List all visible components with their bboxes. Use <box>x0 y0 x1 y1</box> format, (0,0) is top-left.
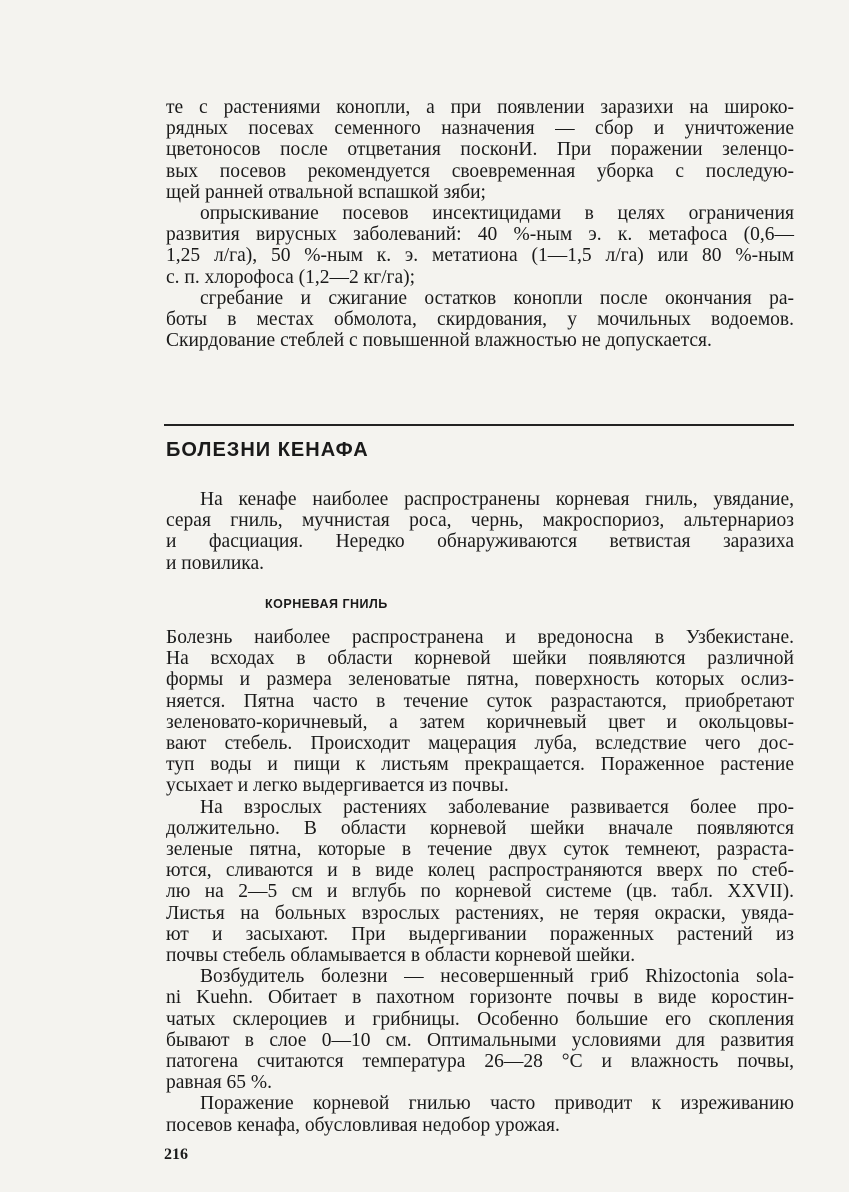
paragraph-burning <box>166 288 794 352</box>
text-line: щей ранней отвальной вспашкой зяби; <box>166 181 486 203</box>
text-line: и фасциация. Нередко обнаруживаются ветвистая заразиха <box>166 531 794 553</box>
text-line: серая гниль, мучнистая роса, чернь, макроспориоз, альтернариоз <box>166 510 794 532</box>
paragraph-adult-plants <box>166 797 794 967</box>
text-line: развития вирусных заболеваний: 40 %-ным э. к. метафоса (0,6— <box>166 224 794 246</box>
intro-paragraph <box>166 489 794 574</box>
text-line: ются, сливаются и в виде колец распространяются вверх по стеб- <box>166 860 794 882</box>
text-line: рядных посевах семенного назначения — сбор и уничтожение <box>166 118 794 140</box>
paragraph-hemp-measures <box>166 97 794 203</box>
text-line: Болезнь наиболее распространена и вредоносна в Узбекистане. <box>166 627 794 648</box>
text-line: вают стебель. Происходит мацерация луба, вследствие чего дос- <box>166 733 794 755</box>
text-line: ni Kuehn. Обитает в пахотном горизонте почвы в виде коростин- <box>166 987 794 1009</box>
text-line: туп воды и пищи к листьям прекращается. Пораженное растение <box>166 754 794 776</box>
text-line: с. п. хлорофоса (1,2—2 кг/га); <box>166 266 416 288</box>
text-line: На всходах в области корневой шейки появляются различной <box>166 648 794 670</box>
section-divider <box>164 424 794 426</box>
text-line: почвы стебель обламывается в области корневой шейки. <box>166 945 636 967</box>
text-line: бывают в слое 0—10 см. Оптимальными условиями для развития <box>166 1029 794 1051</box>
text-line: цветоносов после отцветания посконИ. При поражении зеленцо- <box>166 139 794 161</box>
text-line: сгребание и сжигание остатков конопли после окончания ра- <box>200 287 794 309</box>
text-line: На кенафе наиболее распространены корневая гниль, увядание, <box>200 489 794 510</box>
body-text-block <box>166 627 794 1136</box>
paragraph-disease-seedlings <box>166 627 794 797</box>
paragraph-damage <box>166 1093 794 1135</box>
text-line: боты в местах обмолота, скирдования, у мочильных водоемов. <box>166 309 794 331</box>
text-line: зеленовато-коричневый, а затем коричневый цвет и окольцовы- <box>166 711 794 733</box>
text-line: ют и засыхают. При выдергивании пораженных растений из <box>166 923 794 945</box>
text-line: те с растениями конопли, а при появлении заразихи на широко- <box>166 97 794 118</box>
text-line: усыхает и легко выдергивается из почвы. <box>166 775 509 797</box>
section-heading: БОЛЕЗНИ КЕНАФА <box>166 439 369 461</box>
paragraph-spraying <box>166 203 794 288</box>
text-line: няется. Пятна часто в течение суток разрастаются, приобретают <box>166 690 794 712</box>
text-line: зеленые пятна, которые в течение двух суток темнеют, разраста- <box>166 839 794 861</box>
paragraph-pathogen <box>166 966 794 1093</box>
top-text-block <box>166 97 794 351</box>
text-line: На взрослых растениях заболевание развивается более про- <box>200 796 794 818</box>
text-line: опрыскивание посевов инсектицидами в целях ограничения <box>200 203 794 225</box>
page-number: 216 <box>164 1146 188 1163</box>
text-line: формы и размера зеленоватые пятна, поверхность которых ослиз- <box>166 669 794 691</box>
text-line: Поражение корневой гнилью часто приводит к изреживанию <box>200 1093 794 1115</box>
text-line: и повилика. <box>166 552 265 574</box>
text-line: вых посевов рекомендуется своевременная уборка с последую- <box>166 160 794 182</box>
text-line: должительно. В области корневой шейки вначале появляются <box>166 817 794 839</box>
text-line: чатых склероциев и грибницы. Особенно большие его скопления <box>166 1008 794 1030</box>
text-line: посевов кенафа, обусловливая недобор урожая. <box>166 1114 560 1136</box>
subsection-heading: КОРНЕВАЯ ГНИЛЬ <box>265 597 388 611</box>
text-line: Скирдование стеблей с повышенной влажностью не допускается. <box>166 330 712 352</box>
text-line: Листья на больных взрослых растениях, не теряя окраски, увяда- <box>166 902 794 924</box>
text-line: лю на 2—5 см и вглубь по корневой системе (цв. табл. XXVII). <box>166 881 794 903</box>
text-line: равная 65 %. <box>166 1072 273 1094</box>
text-line: патогена считаются температура 26—28 °С и влажность почвы, <box>166 1051 794 1073</box>
text-line: 1,25 л/га), 50 %-ным к. э. метатиона (1—1,5 л/га) или 80 %-ным <box>166 245 794 267</box>
text-line: Возбудитель болезни — несовершенный гриб Rhizoctonia sola- <box>200 966 794 988</box>
